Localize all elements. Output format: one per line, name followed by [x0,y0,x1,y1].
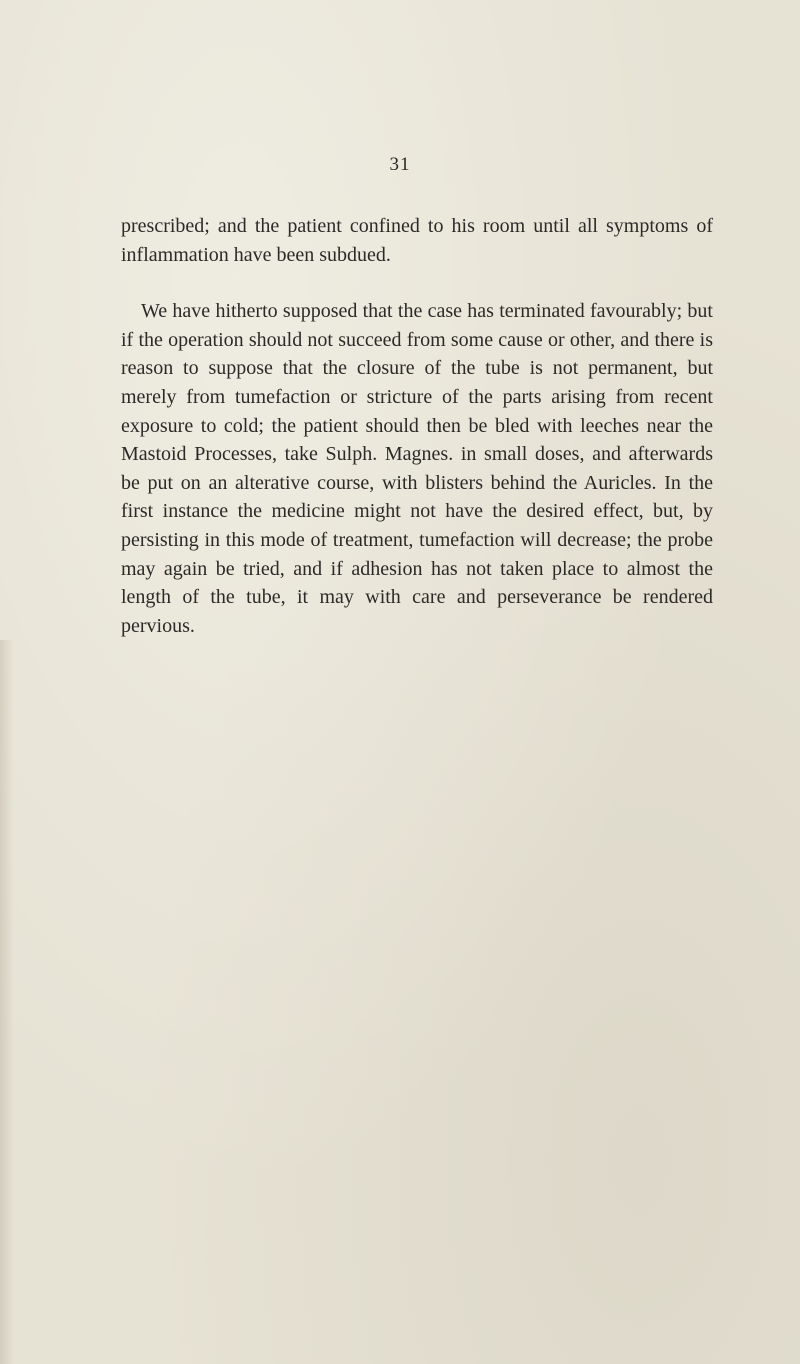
paragraph-treatment: We have hitherto supposed that the case has terminated favourably; but if the operation should not succeed from some cause or other, and there is reason to suppose that the closure of the tube is not permanent, but merely from tumefaction or stricture of the parts arising from recent exposure to cold; the patient should then be bled with leeches near the Mastoid Processes, take Sulph. Magnes. in small doses, and afterwards be put on an alterative course, with blisters behind the Auricles. In the first instance the medicine might not have the desired effect, but, by persisting in this mode of treatment, tumefaction will decrease; the probe may again be tried, and if adhesion has not taken place to almost the length of the tube, it may with care and perseverance be rendered pervious. [121,300,713,637]
paragraph-continuation: prescribed; and the patient confined to his room until all symptoms of inflammation have been subdued. [121,215,713,266]
page-edge-shadow [0,640,14,1364]
page-number: 31 [389,154,411,175]
body-text [121,212,713,640]
